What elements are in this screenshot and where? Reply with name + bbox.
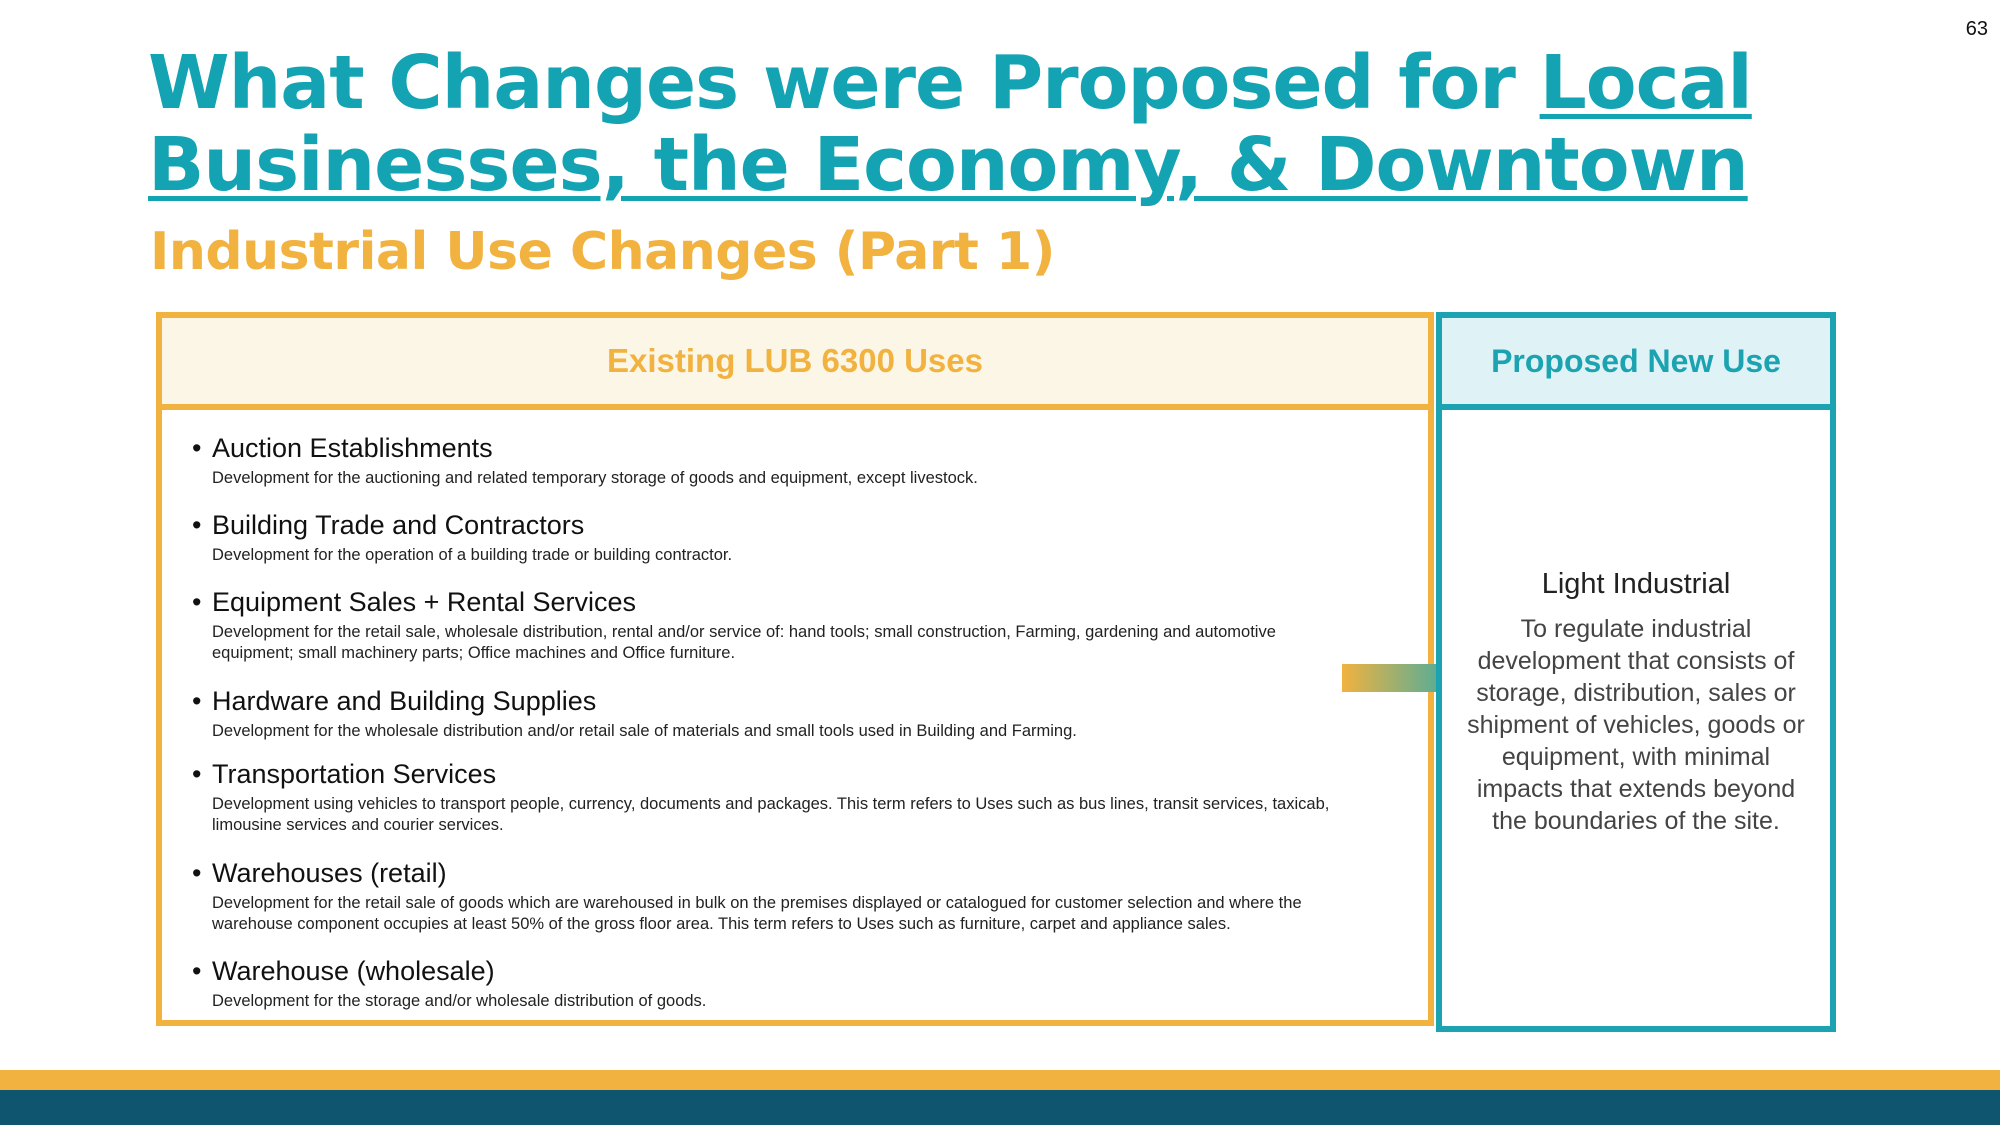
bullet-icon: • — [192, 433, 202, 463]
bullet-icon: • — [192, 759, 202, 789]
page-subtitle: Industrial Use Changes (Part 1) — [150, 222, 1055, 282]
proposed-use-header: Proposed New Use — [1442, 318, 1830, 410]
use-name: Building Trade and Contractors — [212, 510, 585, 540]
use-name: Warehouses (retail) — [212, 858, 447, 888]
use-name: Transportation Services — [212, 759, 497, 789]
title-part-1: What Changes were Proposed for — [148, 40, 1540, 126]
existing-uses-header: Existing LUB 6300 Uses — [162, 318, 1428, 410]
use-description: Development for the retail sale, wholesale distribution, rental and/or service of: hand tools; small construction, Farming, gardening and automotive equipment; small machinery parts; Office machines and Office furniture. — [212, 623, 1276, 662]
bullet-icon: • — [192, 956, 202, 986]
list-item — [192, 857, 1392, 935]
proposed-use-panel — [1436, 312, 1836, 1032]
page-title — [148, 42, 1848, 206]
list-item — [192, 509, 1392, 566]
footer-gold-bar — [0, 1070, 2000, 1090]
use-name: Auction Establishments — [212, 433, 493, 463]
existing-uses-panel — [156, 312, 1434, 1026]
use-description: Development for the operation of a building trade or building contractor. — [212, 546, 733, 564]
list-item — [192, 955, 1392, 1012]
use-name: Equipment Sales + Rental Services — [212, 587, 636, 617]
bullet-icon: • — [192, 510, 202, 540]
page-number: 63 — [1965, 18, 1988, 40]
use-name: Warehouse (wholesale) — [212, 956, 495, 986]
list-item — [192, 685, 1392, 742]
list-item — [192, 432, 1392, 489]
use-description: Development for the wholesale distribution and/or retail sale of materials and small tools used in Building and Farming. — [212, 722, 1077, 740]
list-item — [192, 586, 1392, 664]
bullet-icon: • — [192, 686, 202, 716]
title-underlined: Local Businesses, the Economy, & Downtown — [148, 40, 1752, 208]
footer-blue-bar — [0, 1090, 2000, 1125]
use-description: Development for the storage and/or wholesale distribution of goods. — [212, 992, 707, 1010]
use-description: Development using vehicles to transport people, currency, documents and packages. This term refers to Uses such as bus lines, transit services, taxicab, limousine services and courier services. — [212, 795, 1330, 834]
use-description: Development for the retail sale of goods which are warehoused in bulk on the premises displayed or catalogued for customer selection and where the warehouse component occupies at least 50% of the gross floor area. This term refers to Uses such as furniture, carpet and appliance sales. — [212, 894, 1302, 933]
proposed-use-body — [1442, 568, 1830, 837]
proposed-use-name: Light Industrial — [1541, 568, 1731, 600]
list-item — [192, 758, 1392, 836]
bullet-icon: • — [192, 587, 202, 617]
use-description: Development for the auctioning and related temporary storage of goods and equipment, except livestock. — [212, 469, 978, 487]
proposed-use-description: To regulate industrial development that consists of storage, distribution, sales or shipment of vehicles, goods or equipment, with minimal impacts that extends beyond the boundaries of the site. — [1467, 615, 1805, 835]
bullet-icon: • — [192, 858, 202, 888]
use-name: Hardware and Building Supplies — [212, 686, 597, 716]
